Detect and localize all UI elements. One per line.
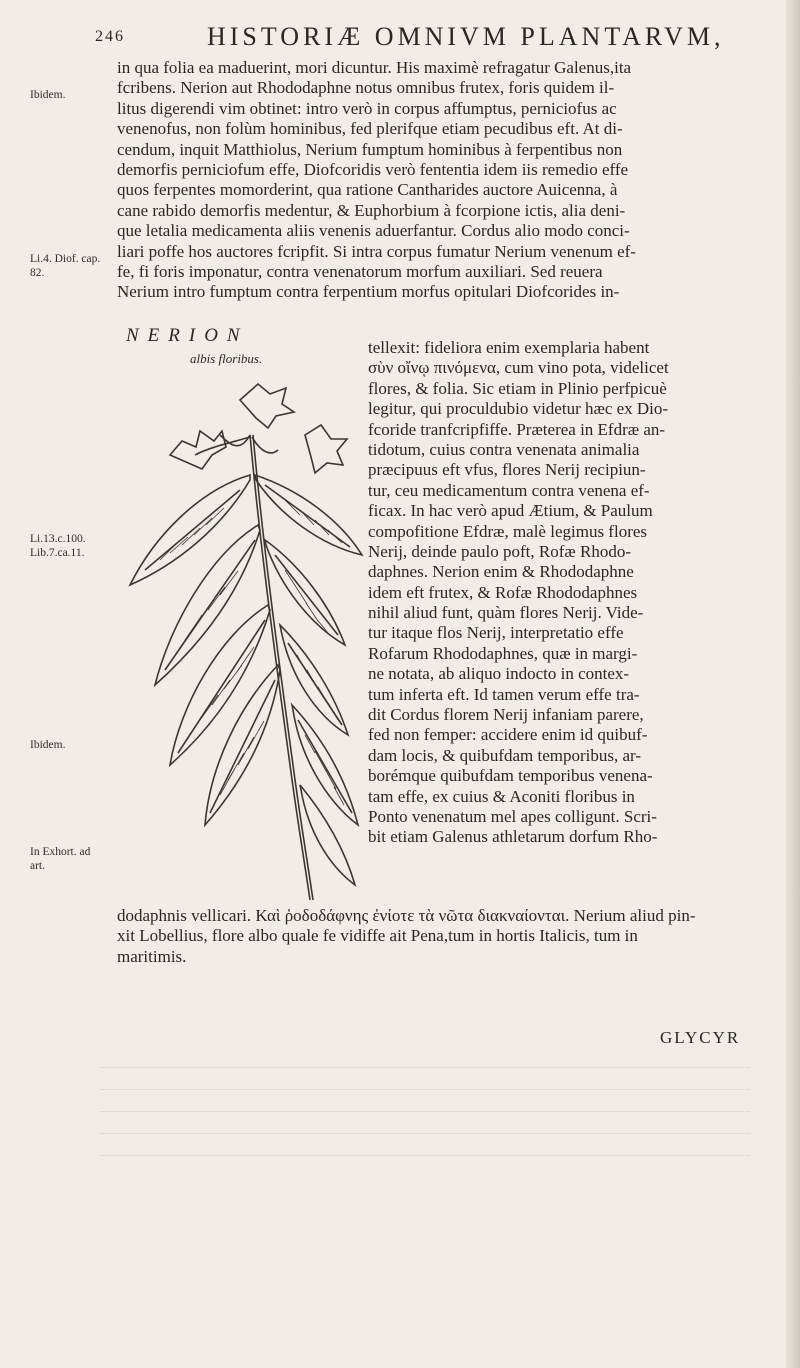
text-line: daphnes. Nerion enim & Rhododaphne [368,562,634,582]
page-header [95,22,725,54]
text-line: idem eft frutex, & Rofæ Rhododaphnes [368,582,638,602]
text-line: xit Lobellius, flore albo quale fe vidiffe ait Pena,tum in hortis Italicis, tum in [117,926,638,946]
running-head: HISTORIÆ OMNIVM PLANTARVM, [207,22,725,51]
margin-note-1: Ibidem. [30,89,66,101]
text-block-bottom [117,906,757,967]
text-line: quos ferpentes momorderint, qua ratione Cantharides auctore Auicenna, à [117,180,618,200]
page-edge [786,0,800,1368]
text-column-right [368,338,763,848]
text-line: præcipuus eft vfus, flores Nerij recipiun- [368,460,646,480]
figure-title: NERION [126,325,249,346]
plant-woodcut [100,325,370,910]
nerium-plant-illustration [100,325,370,910]
text-line: fe, fi foris imponatur, contra venenatorum morfum auxiliari. Sed reuera [117,261,603,281]
text-line: flores, & folia. Sic etiam in Plinio perfpicuè [368,378,667,398]
text-line: fed non femper: accidere enim id quibuf- [368,725,648,745]
text-line: Nerij, deinde paulo poft, Rofæ Rhodo- [368,541,631,561]
margin-note-5: In Exhort. ad art. [30,846,91,872]
figure-caption: albis floribus. [190,351,263,366]
text-line: dit Cordus florem Nerij infaniam parere, [368,705,644,725]
margin-note-2: Li.4. Diof. cap. 82. [30,253,101,279]
text-line: dodaphnis vellicari. Καὶ ῥοδοδάφνης ἐνίοτε τὰ νῶτα διακναίονται. Nerium aliud pin- [117,906,696,925]
text-line: tur, ceu medicamentum contra venena ef- [368,480,650,500]
text-line: tellexit: fideliora enim exemplaria habent [368,338,650,357]
text-line: in qua folia ea maduerint, mori dicuntur. His maximè refragatur Galenus,ita [117,58,632,77]
text-line: liari poffe hos auctores fcripfit. Si intra corpus fumatur Nerium venenum ef- [117,241,636,261]
text-line: ficax. In hac verò apud Ætium, & Paulum [368,501,653,521]
text-line: bit etiam Galenus athletarum dorfum Rho- [368,827,658,847]
text-line: tum inferta eft. Id tamen verum effe tra- [368,684,640,704]
text-line: venenofus, non folùm hominibus, fed plerifque etiam pecudibus eft. At di- [117,119,623,139]
catchword: GLYCYR [660,1028,741,1047]
text-line: legitur, qui proculdubio videtur hæc ex Dio- [368,399,669,419]
text-line: fcribens. Nerion aut Rhododaphne notus omnibus frutex, foris quidem il- [117,78,615,98]
text-line: tur itaque flos Nerij, interpretatio effe [368,623,624,643]
text-block-top [117,58,757,303]
margin-note-4: Ibidem. [30,739,66,751]
text-line: fcoride tranfcripfiffe. Præterea in Efdræ an- [368,419,666,439]
text-line: que letalia medicamenta aliis venenis aduerfantur. Cordus alio modo conci- [117,221,630,241]
text-line: demorfis perniciofum effe, Diofcoridis verò fententia idem iis remedio effe [117,159,629,179]
text-line: nihil aliud funt, quàm flores Nerij. Vide- [368,603,644,623]
margin-note-3: Li.13.c.100. Lib.7.ca.11. [30,533,86,559]
text-line: tidotum, cuius contra venenata animalia [368,439,640,459]
text-line: cendum, inquit Matthiolus, Nerium fumptum hominibus à ferpentibus non [117,139,623,159]
text-line: Nerium intro fumptum contra ferpentium morfus opitulari Diofcorides in- [117,282,620,302]
text-line: compofitione Efdræ, malè legimus flores [368,521,648,541]
text-line: cane rabido demorfis medentur, & Euphorbium à fcorpione ictis, alia deni- [117,200,626,220]
text-line: litus digerendi vim obtinet: intro verò in corpus affumptus, perniciofus ac [117,98,617,118]
text-line: Rofarum Rhododaphnes, quæ in margi- [368,643,638,663]
text-line: ne notata, ab aliquo indocto in contex- [368,664,630,684]
page-number: 246 [95,28,125,45]
text-line: Ponto venenatum mel apes colligunt. Scri- [368,806,657,826]
text-line: dam locis, & quibufdam temporibus, ar- [368,745,642,765]
text-line: σὺν οἴνῳ πινόμενα, cum vino pota, videlicet [368,358,669,378]
text-line: maritimis. [117,946,187,966]
text-line: tam effe, ex cuius & Aconiti floribus in [368,786,635,806]
show-through-texture [100,1050,750,1170]
text-line: borémque quibufdam temporibus venena- [368,766,653,786]
